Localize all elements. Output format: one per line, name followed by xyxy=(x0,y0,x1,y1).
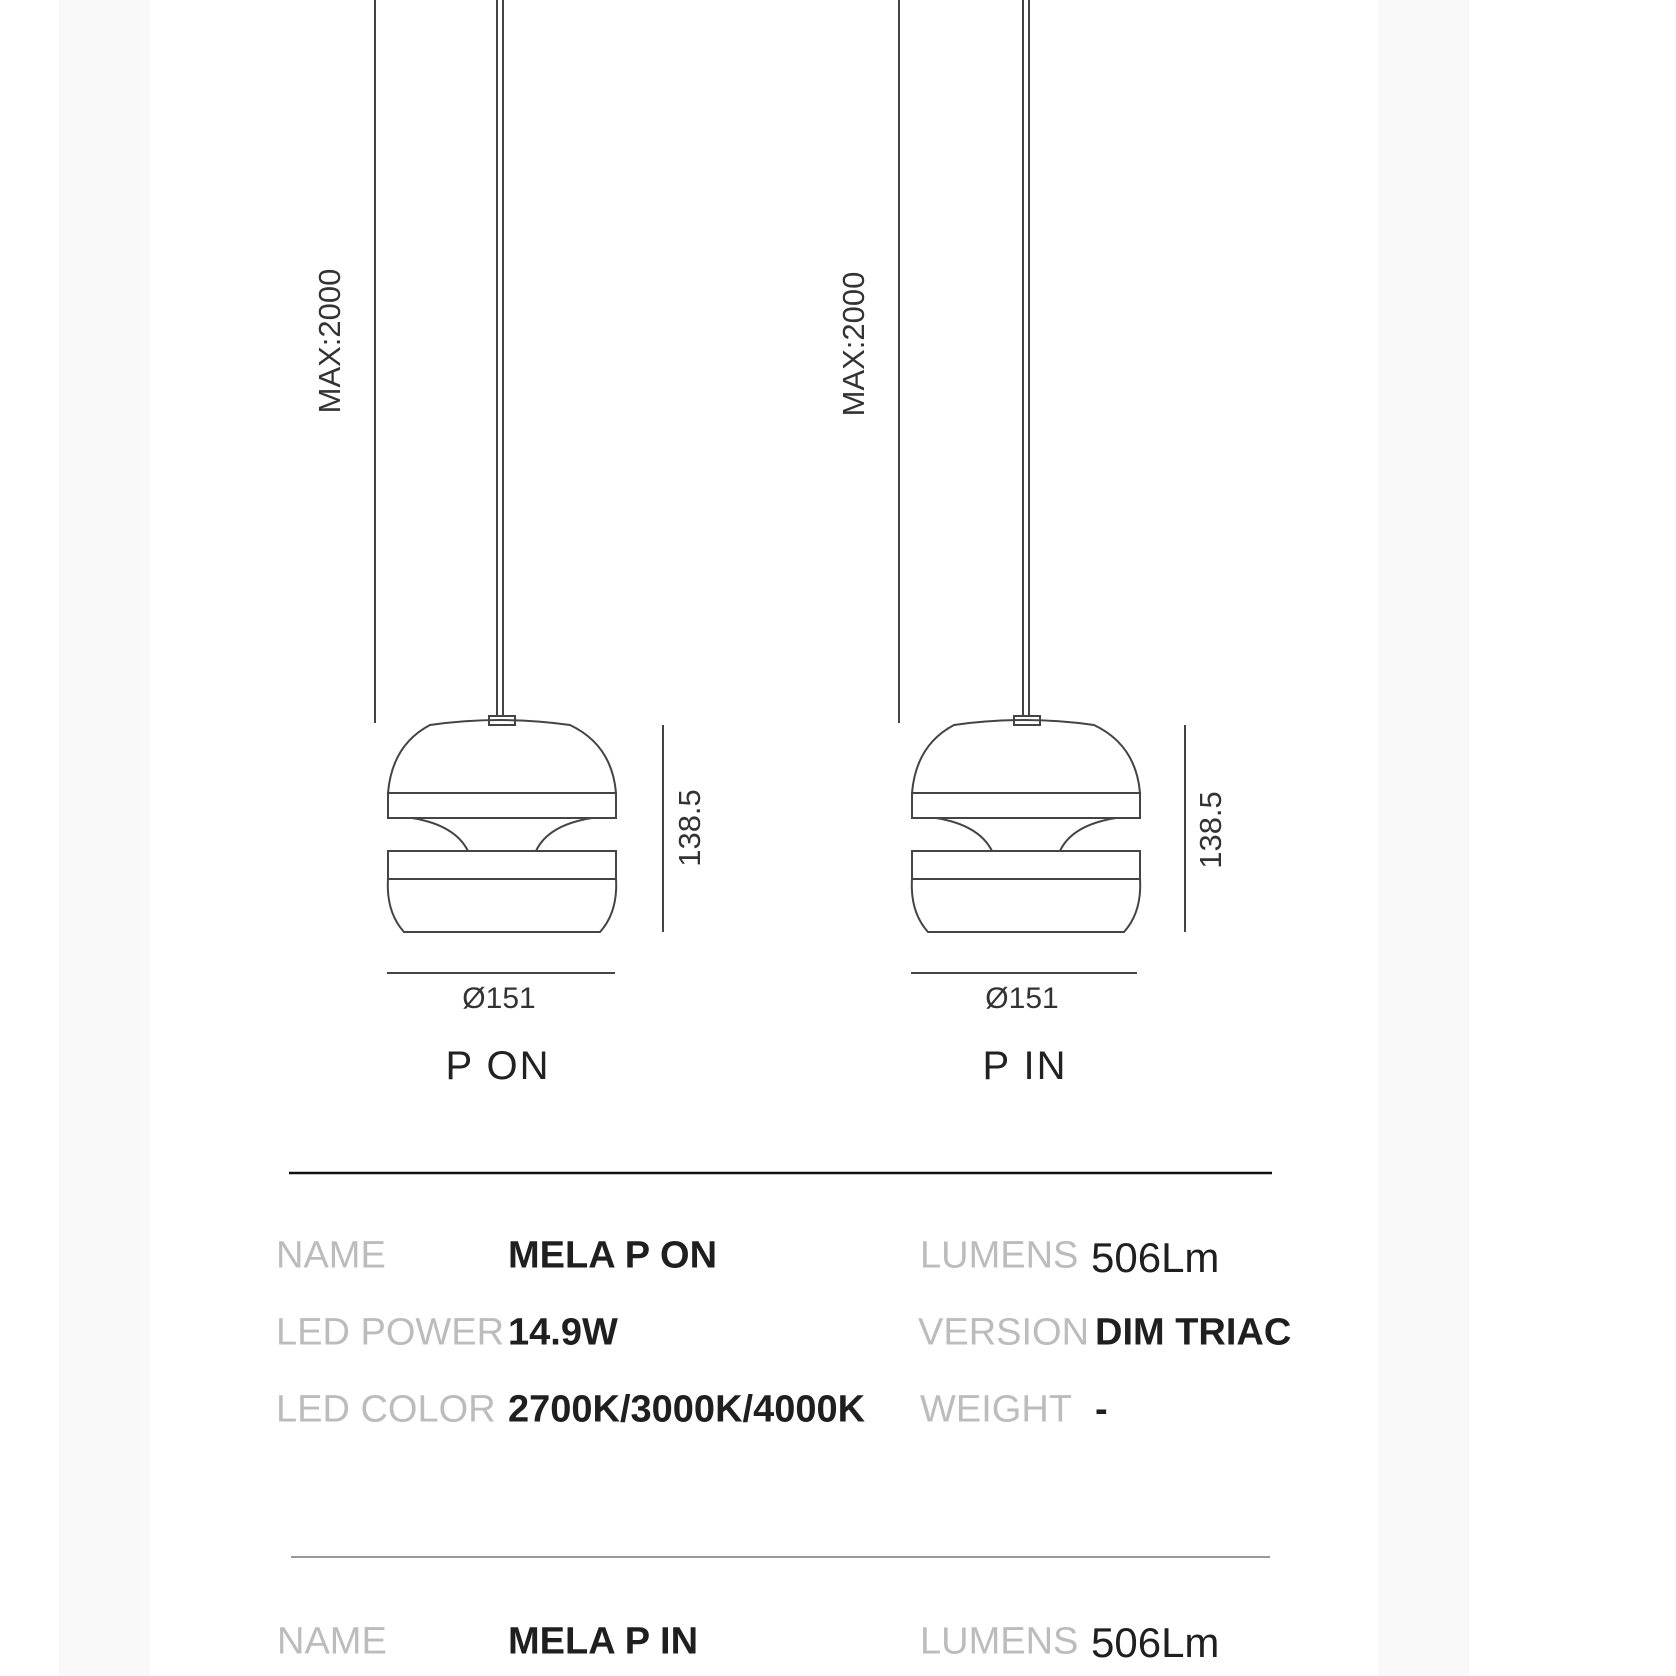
version-value: DIM TRIAC xyxy=(1095,1311,1292,1354)
lumens-value: 506Lm xyxy=(1091,1619,1220,1666)
lamp-neck xyxy=(412,818,592,851)
lamp-upper-band xyxy=(388,793,616,818)
lamp-drawing-p-on xyxy=(375,0,663,973)
name-value: MELA P ON xyxy=(508,1234,718,1277)
weight-value: - xyxy=(1095,1388,1108,1431)
name-value: MELA P IN xyxy=(508,1620,699,1663)
lumens-label: LUMENS xyxy=(920,1620,1079,1663)
weight-label: WEIGHT xyxy=(920,1388,1072,1431)
name-label: NAME xyxy=(277,1620,387,1663)
led-power-label: LED POWER xyxy=(276,1311,505,1354)
lamp-drawing-p-in xyxy=(899,0,1185,973)
max-length-label: MAX:2000 xyxy=(836,271,871,417)
lamp-top-shell xyxy=(912,720,1140,793)
led-power-value: 14.9W xyxy=(508,1311,618,1354)
height-label: 138.5 xyxy=(1193,791,1228,869)
lamp-neck xyxy=(936,818,1116,851)
height-label: 138.5 xyxy=(672,789,707,867)
max-length-label: MAX:2000 xyxy=(312,268,347,414)
lamp-bottom-shell xyxy=(388,879,616,932)
lumens-label: LUMENS xyxy=(920,1234,1079,1277)
led-color-value: 2700K/3000K/4000K xyxy=(508,1388,866,1431)
model-label: P ON xyxy=(445,1044,551,1088)
name-label: NAME xyxy=(276,1234,386,1277)
diameter-label: Ø151 xyxy=(462,982,536,1015)
lamp-top-shell xyxy=(388,720,616,793)
lamp-upper-band xyxy=(912,793,1140,818)
diameter-label: Ø151 xyxy=(985,982,1059,1015)
version-label: VERSION xyxy=(918,1311,1090,1354)
lumens-value: 506Lm xyxy=(1091,1234,1220,1281)
lamp-lower-band xyxy=(912,851,1140,879)
lamp-bottom-shell xyxy=(912,879,1140,932)
model-label: P IN xyxy=(982,1044,1068,1088)
led-color-label: LED COLOR xyxy=(276,1388,496,1431)
lamp-lower-band xyxy=(388,851,616,879)
